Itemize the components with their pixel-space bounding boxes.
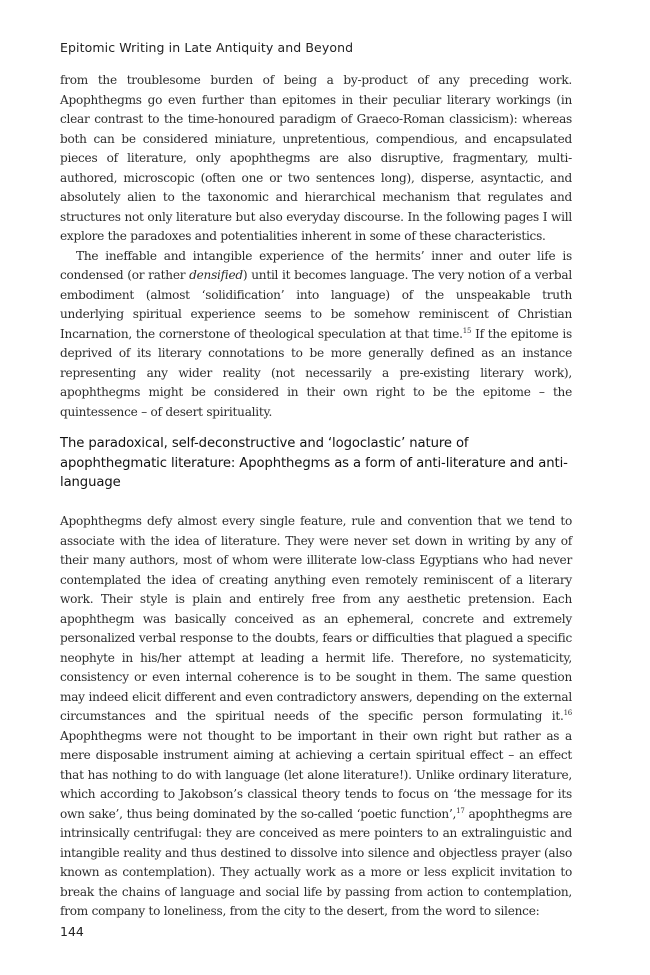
paragraph-anti-literature xyxy=(60,512,572,922)
paragraph-text: The ineffable and intangible experience of the hermits’ inner and outer life is condensed (or rather xyxy=(60,248,572,282)
page-number: 144 xyxy=(60,924,84,939)
paragraph-text: apophthegms are intrinsically centrifugal: they are conceived as mere pointers to an extralinguistic and intangible reality and thus destined to dissolve into silence and objectless prayer (also known as contemplation). They actually work as a more or less explicit invitation to break the chains of language and social life by passing from action to contemplation, from company to loneliness, from the city to the desert, from the word to silence: xyxy=(60,806,573,918)
footnote-ref-16: 16 xyxy=(563,709,572,717)
paragraph-epitome xyxy=(60,247,572,423)
italic-term: densified xyxy=(189,268,243,282)
paragraph-text: Apophthegms defy almost every single feature, rule and convention that we tend to associate with the idea of literature. They were never set down in writing by any of their many authors, most of whom were illiterate low-class Egyptians who had never contemplated the idea of creating anything even remotely reminiscent of a literary work. Their style is plain and entirely free from any aesthetic pretension. Each apophthegm was basically conceived as an ephemeral, concrete and extremely personalized verbal response to the doubts, fears or difficulties that plagued a specific neophyte in his/her attempt at leading a hermit life. Therefore, no systematicity, consistency or even internal coherence is to be sought in them. The same question may indeed elicit different and even contradictory answers, depending on the external circumstances and the spiritual needs of the specific person formulating it. xyxy=(60,514,572,723)
section-heading: The paradoxical, self-deconstructive and ‘logoclastic’ nature of apophthegmatic literature: Apophthegms as a form of anti-literature and anti-language xyxy=(60,436,568,490)
paragraph-text: If the epitome is deprived of its literary connotations to be more generally defined as an instance representing any wider reality (not necessarily a pre-existing literary work), apophthegms might be considered in their own right to be the epitome – the quintessence – of desert spirituality. xyxy=(60,326,573,419)
body-text-block-1 xyxy=(60,71,572,422)
body-text-block-2 xyxy=(60,512,572,922)
paragraph-text: Apophthegms were not thought to be important in their own right but rather as a mere disposable instrument aiming at achieving a certain spiritual effect – an effect that has nothing to do with language (let alone literature!). Unlike ordinary literature, which according to Jakobson’s classical theory tends to focus on ‘the message for its own sake’, thus being dominated by the so-called ‘poetic function’, xyxy=(60,728,572,821)
footnote-ref-15: 15 xyxy=(462,326,472,335)
paragraph-continuation: from the troublesome burden of being a by-product of any preceding work. Apophthegms go even further than epitomes in their peculiar literary workings (in clear contrast to the time-honoured paradigm of Graeco-Roman classicism): whereas both can be considered miniature, unpretentious, compendious, and encapsulated pieces of literature, only apophthegms are also disruptive, fragmentary, multi-authored, microscopic (often one or two sentences long), disperse, asyntactic, and absolutely alien to the taxonomic and hierarchical mechanism that regulates and structures not only literature but also everyday discourse. In the following pages I will explore the paradoxes and potentialities inherent in some of these characteristics. xyxy=(60,73,572,243)
running-head: Epitomic Writing in Late Antiquity and Beyond xyxy=(60,40,354,55)
footnote-ref-17: 17 xyxy=(456,806,465,815)
paragraph-text: ) until it becomes language. The very notion of a verbal embodiment (almost ‘solidification’ into language) of the unspeakable truth underlying spiritual experience seems to be somehow reminiscent of Christian Incarnation, the cornerstone of theological speculation at that time. xyxy=(60,268,572,341)
